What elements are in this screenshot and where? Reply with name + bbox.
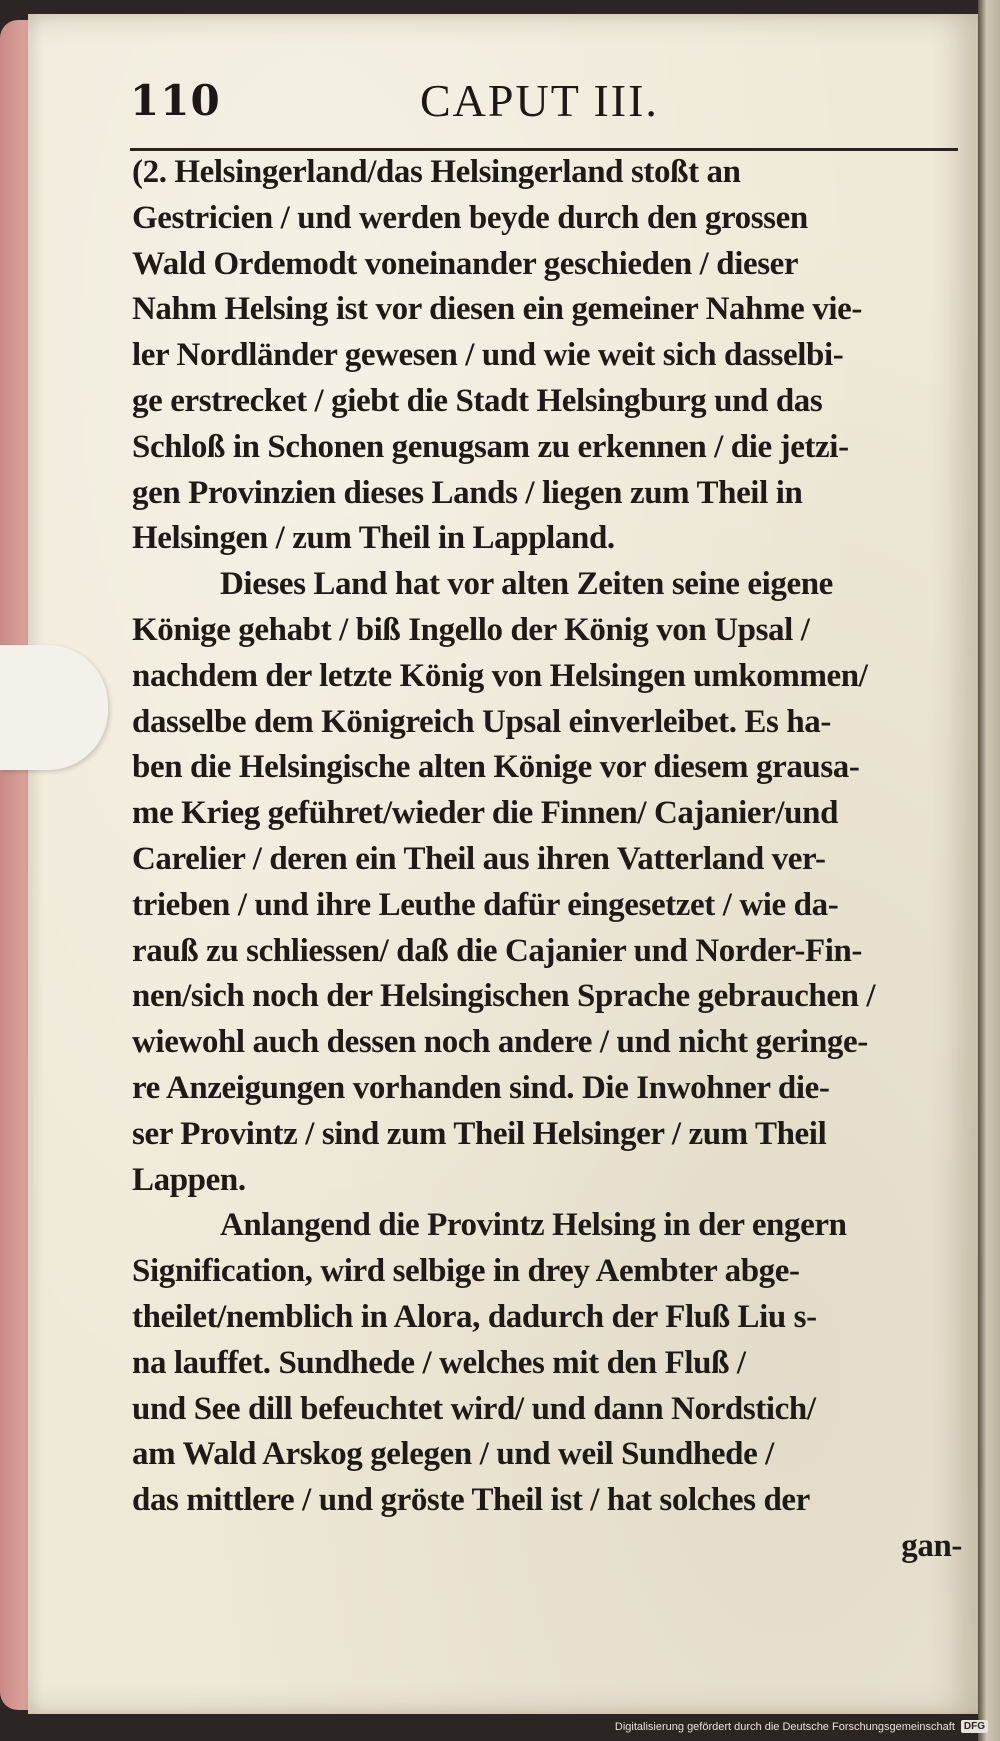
text-line: Helsingen / zum Theil in Lappland.	[132, 520, 615, 557]
text-line: ben die Helsingische alten Könige vor diesem grausa-	[132, 749, 860, 786]
text-line: theilet/nemblich in Alora, dadurch der Fluß Liu s-	[132, 1298, 817, 1335]
next-page-edge	[978, 0, 1000, 1741]
text-line: Signification, wird selbige in drey Aembter abge-	[132, 1253, 800, 1290]
paragraph-start-line: Anlangend die Provintz Helsing in der engern	[220, 1207, 847, 1244]
text-line: nen/sich noch der Helsingischen Sprache gebrauchen /	[132, 978, 876, 1015]
running-title: CAPUT III.	[420, 75, 659, 126]
dfg-logo: DFG	[961, 1720, 988, 1733]
text-line: Carelier / deren ein Theil aus ihren Vatterland ver-	[132, 840, 826, 877]
paragraph-start-line: Dieses Land hat vor alten Zeiten seine eigene	[220, 566, 833, 603]
text-line: rauß zu schliessen/ daß die Cajanier und Norder-Fin-	[132, 932, 863, 969]
text-line: (2. Helsingerland/das Helsingerland stoßt an	[132, 154, 741, 190]
page-header	[130, 68, 960, 128]
text-line: nachdem der letzte König von Helsingen umkommen/	[132, 657, 868, 694]
catchword: gan-	[901, 1527, 962, 1564]
text-line: Schloß in Schonen genugsam zu erkennen / die jetzi-	[132, 428, 849, 465]
credit-text: Digitalisierung gefördert durch die Deutsche Forschungsgemeinschaft	[614, 1720, 955, 1733]
body-text	[132, 150, 962, 1570]
digitization-credit	[615, 1720, 988, 1733]
text-line: Nahm Helsing ist vor diesen ein gemeiner Nahme vie-	[132, 291, 862, 328]
text-line: re Anzeigungen vorhanden sind. Die Inwohner die-	[132, 1069, 830, 1106]
text-line: na lauffet. Sundhede / welches mit den Fluß /	[132, 1344, 746, 1381]
text-line: trieben / und ihre Leuthe dafür eingesetzet / wie da-	[132, 886, 839, 923]
page-number: 110	[130, 76, 221, 125]
text-line: ge erstrecket / giebt die Stadt Helsingburg und das	[132, 382, 823, 419]
text-line: wiewohl auch dessen noch andere / und nicht geringe-	[132, 1024, 868, 1061]
text-line: me Krieg geführet/wieder die Finnen/ Cajanier/und	[132, 795, 839, 832]
text-line: Lappen.	[132, 1161, 246, 1198]
text-line: ser Provintz / sind zum Theil Helsinger / zum Theil	[132, 1115, 827, 1152]
text-line: und See dill befeuchtet wird/ und dann Nordstich/	[132, 1390, 816, 1427]
text-line: am Wald Arskog gelegen / und weil Sundhede /	[132, 1436, 774, 1473]
text-line: Gestricien / und werden beyde durch den grossen	[132, 199, 808, 236]
text-line: gen Provinzien dieses Lands / liegen zum Theil in	[132, 474, 803, 511]
text-line: Wald Ordemodt voneinander geschieden / dieser	[132, 245, 799, 282]
text-line: dasselbe dem Königreich Upsal einverleibet. Es ha-	[132, 703, 831, 740]
text-line: das mittlere / und gröste Theil ist / hat solches der	[132, 1482, 810, 1519]
text-line: ler Nordländer gewesen / und wie weit sich dasselbi-	[132, 337, 844, 374]
text-line: Könige gehabt / biß Ingello der König von Upsal /	[132, 611, 810, 648]
